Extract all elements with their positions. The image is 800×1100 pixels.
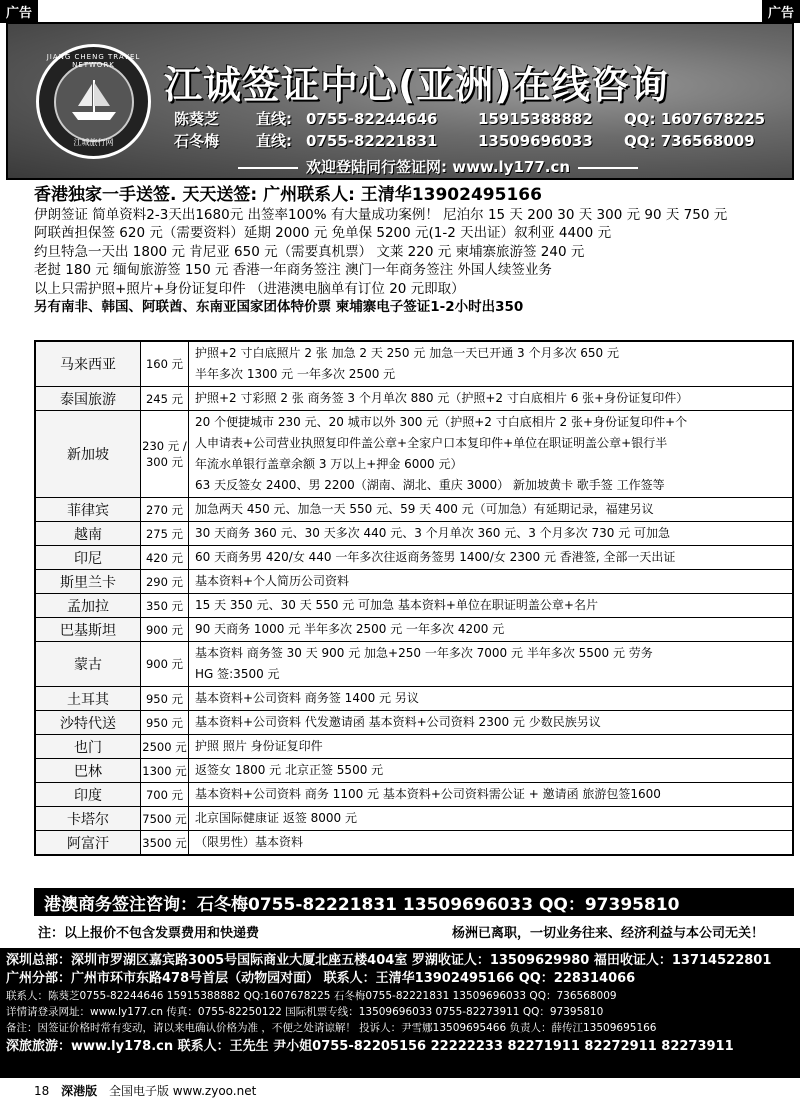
visa-detail-line: 年流水单银行盖章余额 3 万以上+押金 6000 元） — [195, 457, 463, 471]
visa-price: 350 元 — [141, 594, 189, 618]
visa-price: 7500 元 — [141, 807, 189, 831]
visa-details — [189, 618, 793, 642]
visa-detail-line: 护照+2 寸白底照片 2 张 加急 2 天 250 元 加急一天已开通 3 个月多次 650 元 — [195, 346, 619, 360]
visa-country: 沙特代送 — [36, 711, 141, 735]
visa-row — [36, 783, 793, 807]
contact-name: 陈葵芝 — [174, 110, 220, 128]
contact-row — [174, 108, 766, 129]
visa-price: 290 元 — [141, 570, 189, 594]
visa-detail-line: 北京国际健康证 返签 8000 元 — [195, 811, 357, 825]
welcome-text: 欢迎登陆同行签证网: www.ly177.cn — [306, 158, 571, 176]
contact-qq: QQ: 1607678225 — [624, 110, 766, 128]
visa-price: 245 元 — [141, 387, 189, 411]
visa-detail-line: 基本资料+公司资料 商务签 1400 元 另议 — [195, 691, 419, 705]
visa-country: 菲律宾 — [36, 498, 141, 522]
visa-row — [36, 807, 793, 831]
note-left: 注：以上报价不包含发票费用和快递费 — [38, 926, 260, 941]
visa-details — [189, 387, 793, 411]
visa-price: 900 元 — [141, 618, 189, 642]
visa-price: 420 元 — [141, 546, 189, 570]
visa-row — [36, 687, 793, 711]
visa-row — [36, 342, 793, 387]
intro-line: 伊朗签证 简单资料2-3天出1680元 出签率100% 有大量成功案例！ 尼泊尔 15 天 200 30 天 300 元 90 天 750 元 — [34, 207, 728, 223]
visa-country: 印度 — [36, 783, 141, 807]
visa-row — [36, 642, 793, 687]
visa-detail-line: 人申请表+公司营业执照复印件盖公章+全家户口本复印件+单位在职证明盖公章+银行半 — [195, 436, 668, 450]
visa-details — [189, 498, 793, 522]
visa-details — [189, 570, 793, 594]
contact-tel: 0755-82244646 — [306, 110, 438, 128]
visa-details — [189, 831, 793, 855]
visa-row — [36, 735, 793, 759]
contact-label: 直线: — [256, 132, 292, 150]
visa-country: 印尼 — [36, 546, 141, 570]
visa-price: 270 元 — [141, 498, 189, 522]
contact-mobile: 15915388882 — [478, 110, 593, 128]
visa-country: 巴基斯坦 — [36, 618, 141, 642]
welcome-line — [230, 156, 646, 177]
visa-detail-line: 20 个便捷城市 230 元、20 城市以外 300 元（护照+2 寸白底相片 2 张+身份证复印件+个 — [195, 415, 688, 429]
visa-details — [189, 687, 793, 711]
visa-price: 275 元 — [141, 522, 189, 546]
visa-row — [36, 546, 793, 570]
visa-details — [189, 594, 793, 618]
note-line — [34, 922, 794, 941]
visa-country: 蒙古 — [36, 642, 141, 687]
intro-line: 约旦特急一天出 1800 元 肯尼亚 650 元（需要真机票） 文莱 220 元 柬埔寨旅游签 240 元 — [34, 243, 585, 260]
page-title: 江诚签证中心(亚洲)在线咨询 — [164, 63, 669, 107]
page-national: 全国电子版 www.zyoo.net — [108, 1084, 257, 1098]
visa-country: 卡塔尔 — [36, 807, 141, 831]
ad-tag-left: 广告 — [0, 0, 38, 23]
visa-detail-line: 基本资料 商务签 30 天 900 元 加急+250 一年多次 7000 元 半年多次 5500 元 劳务 — [195, 646, 653, 660]
contact-tel: 0755-82221831 — [306, 132, 438, 150]
visa-row — [36, 570, 793, 594]
visa-country: 也门 — [36, 735, 141, 759]
visa-country: 巴林 — [36, 759, 141, 783]
visa-country: 孟加拉 — [36, 594, 141, 618]
footer-hq: 深圳总部：深圳市罗湖区嘉宾路3005号国际商业大厦北座五楼404室 罗湖收证人：13509629980 福田收证人：13714522801 — [6, 953, 772, 968]
intro-line: 老挝 180 元 缅甸旅游签 150 元 香港一年商务签注 澳门一年商务签注 外国人续签业务 — [34, 262, 552, 279]
visa-detail-line: 基本资料+公司资料 商务 1100 元 基本资料+公司资料需公证 + 邀请函 旅游包签1600 — [195, 787, 661, 801]
visa-details — [189, 807, 793, 831]
contact-label: 直线: — [256, 110, 292, 128]
visa-detail-line: 基本资料+公司资料 代发邀请函 基本资料+公司资料 2300 元 少数民族另议 — [195, 715, 601, 729]
footer-contacts: 联系人：陈葵芝0755-82244646 15915388882 QQ:1607678225 石冬梅0755-82221831 13509696033 QQ：736568009 — [6, 990, 617, 1002]
intro-line: 阿联酋担保签 620 元（需要资料）延期 2000 元 免单保 5200 元(1-2 天出证）叙利亚 4400 元 — [34, 225, 612, 242]
visa-price: 950 元 — [141, 687, 189, 711]
ship-logo-icon — [36, 44, 151, 159]
visa-price-table — [34, 340, 794, 856]
page-edition: 深港版 — [61, 1084, 98, 1098]
footer-travel: 深旅旅游：www.ly178.cn 联系人：王先生 尹小姐0755-82205156 22222233 82271911 82272911 82273911 — [6, 1039, 734, 1054]
note-right: 杨洲已离职，一切业务往来、经济利益与本公司无关！ — [451, 926, 764, 941]
visa-details — [189, 546, 793, 570]
intro-line: 以上只需护照+照片+身份证复印件 （进港澳电脑单有订位 20 元即取） — [34, 280, 465, 297]
visa-detail-line: 90 天商务 1000 元 半年多次 2500 元 一年多次 4200 元 — [195, 622, 505, 636]
visa-country: 马来西亚 — [36, 342, 141, 387]
visa-row — [36, 759, 793, 783]
visa-country: 斯里兰卡 — [36, 570, 141, 594]
visa-details — [189, 522, 793, 546]
visa-detail-line: 返签女 1800 元 北京正签 5500 元 — [195, 763, 384, 777]
footer-web: 详情请登录网址：www.ly177.cn 传真：0755-82250122 国际机票专线：13509696033 0755-82273911 QQ：97395810 — [6, 1006, 604, 1018]
contact-name: 石冬梅 — [174, 132, 220, 150]
visa-details — [189, 342, 793, 387]
visa-price: 700 元 — [141, 783, 189, 807]
visa-detail-line: 60 天商务男 420/女 440 一年多次往返商务签男 1400/女 2300 元 香港签, 全部一天出证 — [195, 550, 676, 564]
visa-country: 泰国旅游 — [36, 387, 141, 411]
logo-ring-text: JIANG CHENG TRAVEL NETWORK — [46, 53, 141, 69]
visa-row — [36, 387, 793, 411]
footer-gz: 广州分部：广州市环市东路478号首层（动物园对面） 联系人：王清华13902495166 QQ：228314066 — [6, 971, 636, 986]
visa-price: 230 元 / 300 元 — [141, 411, 189, 498]
visa-details — [189, 783, 793, 807]
visa-row — [36, 498, 793, 522]
visa-detail-line: （限男性）基本资料 — [195, 835, 304, 849]
visa-details — [189, 711, 793, 735]
header-banner — [6, 22, 794, 180]
footer-remark: 备注：因签证价格时常有变动，请以来电确认价格为准 ，不便之处请谅解！ 投诉人：尹雪娜13509695466 负责人：薛传江13509695166 — [6, 1022, 657, 1034]
visa-detail-line: 15 天 350 元、30 天 550 元 可加急 基本资料+单位在职证明盖公章+名片 — [195, 598, 598, 612]
visa-price: 1300 元 — [141, 759, 189, 783]
visa-detail-line: 30 天商务 360 元、30 天多次 440 元、3 个月单次 360 元、3 个月多次 730 元 可加急 — [195, 526, 671, 540]
hk-macau-banner: 港澳商务签注咨询：石冬梅0755-82221831 13509696033 QQ：97395810 — [34, 888, 794, 916]
contact-qq: QQ: 736568009 — [624, 132, 755, 150]
visa-details — [189, 735, 793, 759]
visa-row — [36, 831, 793, 855]
visa-country: 越南 — [36, 522, 141, 546]
visa-detail-line: 63 天反签女 2400、男 2200（湖南、湖北、重庆 3000） 新加坡黄卡 歌手签 工作签等 — [195, 478, 665, 492]
logo-bottom-text: 江城旅行网 — [73, 138, 114, 147]
visa-row — [36, 522, 793, 546]
visa-price: 3500 元 — [141, 831, 189, 855]
visa-price: 950 元 — [141, 711, 189, 735]
visa-details — [189, 759, 793, 783]
visa-detail-line: HG 签:3500 元 — [195, 667, 280, 681]
visa-detail-line: 护照+2 寸彩照 2 张 商务签 3 个月单次 880 元（护照+2 寸白底相片 6 张+身份证复印件） — [195, 391, 689, 405]
visa-price: 2500 元 — [141, 735, 189, 759]
visa-country: 新加坡 — [36, 411, 141, 498]
contact-row — [174, 130, 754, 151]
visa-country: 土耳其 — [36, 687, 141, 711]
ad-tag-right: 广告 — [762, 0, 800, 23]
intro-bold-line: 另有南非、韩国、阿联酋、东南亚国家团体特价票 柬埔寨电子签证1-2小时出350 — [34, 299, 524, 316]
visa-row — [36, 711, 793, 735]
hk-line: 香港独家一手送签. 天天送签: 广州联系人: 王清华13902495166 — [34, 185, 542, 205]
visa-price: 900 元 — [141, 642, 189, 687]
visa-row — [36, 594, 793, 618]
visa-detail-line: 基本资料+个人简历公司资料 — [195, 574, 350, 588]
visa-details — [189, 411, 793, 498]
visa-detail-line: 加急两天 450 元、加急一天 550 元、59 天 400 元（可加急）有延期记录，福建另议 — [195, 502, 654, 516]
visa-country: 阿富汗 — [36, 831, 141, 855]
visa-details — [189, 642, 793, 687]
visa-detail-line: 半年多次 1300 元 一年多次 2500 元 — [195, 367, 396, 381]
footer-contact-block — [0, 948, 800, 1078]
intro-section — [34, 184, 794, 316]
visa-detail-line: 护照 照片 身份证复印件 — [195, 739, 323, 753]
visa-row — [36, 618, 793, 642]
page-number: 18 — [34, 1084, 50, 1098]
contact-mobile: 13509696033 — [478, 132, 593, 150]
page-footer — [34, 1082, 256, 1099]
visa-row — [36, 411, 793, 498]
visa-price: 160 元 — [141, 342, 189, 387]
